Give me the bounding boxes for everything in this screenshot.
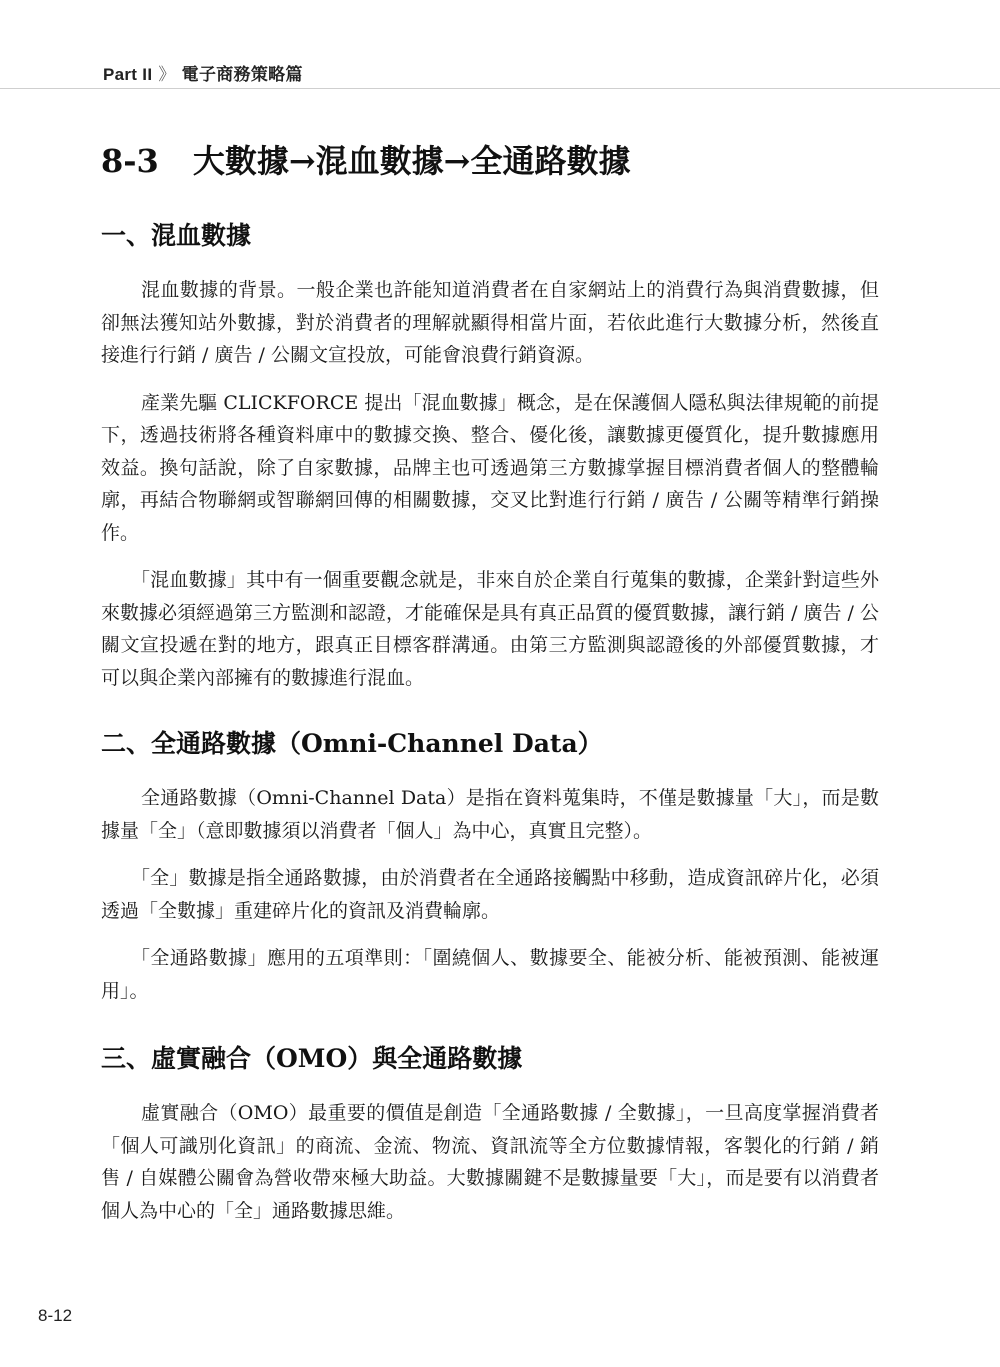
paragraph: 混血數據的背景。一般企業也許能知道消費者在自家網站上的消費行為與消費數據，但卻無法獲知站外數據，對於消費者的理解就顯得相當片面，若依此進行大數據分析，然後直接進行行銷 / 廣告 / 公關文宣投放，可能會浪費行銷資源。 <box>101 279 879 366</box>
paragraph: 「全通路數據」應用的五項準則：「圍繞個人、數據要全、能被分析、能被預測、能被運用」。 <box>101 947 879 1002</box>
header-rule <box>0 88 1000 89</box>
paragraph: 產業先驅 CLICKFORCE 提出「混血數據」概念，是在保護個人隱私與法律規範的前提下，透過技術將各種資料庫中的數據交換、整合、優化後，讓數據更優質化，提升數據應用效益。換句話說，除了自家數據，品牌主也可透過第三方數據掌握目標消費者個人的整體輪廓，再結合物聯網或智聯網回傳的相關數據，交叉比對進行行銷 / 廣告 / 公關等精準行銷操作。 <box>101 391 879 544</box>
page-content <box>101 130 879 1242</box>
section-heading-2: 二、全通路數據（Omni-Channel Data） <box>101 729 603 758</box>
paragraph: 全通路數據（Omni-Channel Data）是指在資料蒐集時，不僅是數據量「大」，而是數據量「全」（意即數據須以消費者「個人」為中心，真實且完整）。 <box>101 787 879 842</box>
header-separator: 》 <box>158 65 176 84</box>
paragraph: 虛實融合（OMO）最重要的價值是創造「全通路數據 / 全數據」，一旦高度掌握消費者「個人可識別化資訊」的商流、金流、物流、資訊流等全方位數據情報，客製化的行銷 / 銷售 / 自媒體公關會為營收帶來極大助益。大數據關鍵不是數據量要「大」，而是要有以消費者個人為中心的「全」通路數據思維。 <box>101 1102 879 1222</box>
running-header <box>103 60 303 85</box>
part-title: 電子商務策略篇 <box>181 65 303 84</box>
chapter-number: 8-3 <box>101 142 159 180</box>
chapter-title <box>101 130 879 192</box>
paragraph: 「混血數據」其中有一個重要觀念就是，非來自於企業自行蒐集的數據，企業針對這些外來數據必須經過第三方監測和認證，才能確保是具有真正品質的優質數據，讓行銷 / 廣告 / 公關文宣投遞在對的地方，跟真正目標客群溝通。由第三方監測與認證後的外部優質數據，才可以與企業內部擁有的數據進行混血。 <box>101 569 879 689</box>
part-label: Part II <box>103 65 153 84</box>
page-number: 8-12 <box>38 1306 73 1325</box>
section-heading-1: 一、混血數據 <box>101 221 252 250</box>
section-heading-3: 三、虛實融合（OMO）與全通路數據 <box>101 1044 523 1073</box>
paragraph: 「全」數據是指全通路數據，由於消費者在全通路接觸點中移動，造成資訊碎片化，必須透過「全數據」重建碎片化的資訊及消費輪廓。 <box>101 867 879 922</box>
chapter-heading: 大數據→混血數據→全通路數據 <box>192 142 631 180</box>
